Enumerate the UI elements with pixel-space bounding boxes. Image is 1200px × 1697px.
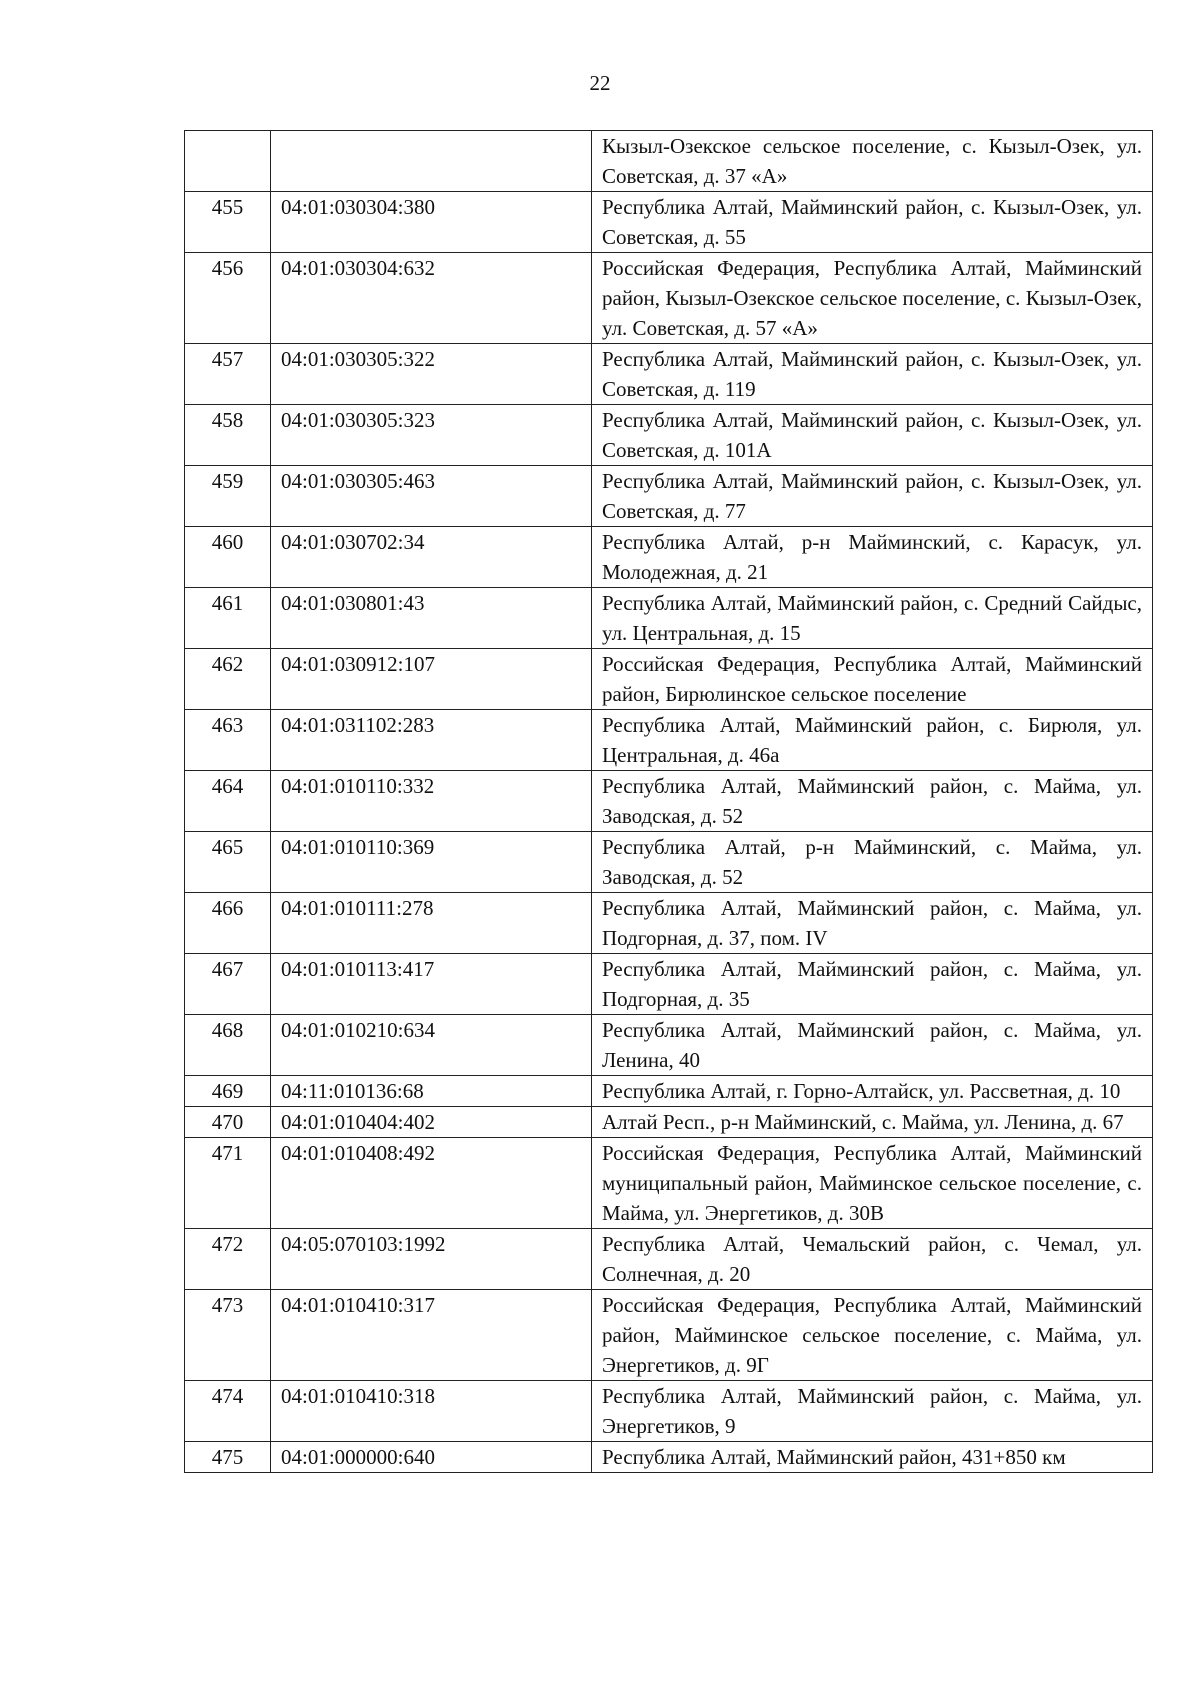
row-number-cell: 467 bbox=[185, 954, 271, 1015]
row-number-cell: 473 bbox=[185, 1290, 271, 1381]
cadastral-number-cell: 04:01:030304:632 bbox=[271, 253, 592, 344]
table-row bbox=[185, 344, 1153, 405]
address-cell: Кызыл-Озекское сельское поселение, с. Кызыл-Озек, ул. Советская, д. 37 «А» bbox=[592, 131, 1153, 192]
table-row bbox=[185, 405, 1153, 466]
property-table bbox=[184, 130, 1153, 1473]
row-number-cell: 456 bbox=[185, 253, 271, 344]
table-row bbox=[185, 771, 1153, 832]
cadastral-number-cell: 04:01:030702:34 bbox=[271, 527, 592, 588]
cadastral-number-cell: 04:01:031102:283 bbox=[271, 710, 592, 771]
address-cell: Республика Алтай, Майминский район, с. Майма, ул. Энергетиков, 9 bbox=[592, 1381, 1153, 1442]
cadastral-number-cell: 04:01:010111:278 bbox=[271, 893, 592, 954]
cadastral-number-cell: 04:01:010410:317 bbox=[271, 1290, 592, 1381]
page-number: 22 bbox=[589, 71, 611, 95]
row-number-cell: 463 bbox=[185, 710, 271, 771]
cadastral-number-cell: 04:01:010110:369 bbox=[271, 832, 592, 893]
address-cell: Российская Федерация, Республика Алтай, Майминский район, Бирюлинское сельское поселение bbox=[592, 649, 1153, 710]
row-number-cell: 465 bbox=[185, 832, 271, 893]
table-row bbox=[185, 1138, 1153, 1229]
row-number-cell: 471 bbox=[185, 1138, 271, 1229]
address-cell: Российская Федерация, Республика Алтай, Майминский район, Кызыл-Озекское сельское поселение, с. Кызыл-Озек, ул. Советская, д. 57 «А» bbox=[592, 253, 1153, 344]
table-row bbox=[185, 253, 1153, 344]
table-row bbox=[185, 466, 1153, 527]
cadastral-number-cell: 04:01:010210:634 bbox=[271, 1015, 592, 1076]
address-cell: Алтай Респ., р-н Майминский, с. Майма, ул. Ленина, д. 67 bbox=[592, 1107, 1153, 1138]
cadastral-number-cell: 04:01:000000:640 bbox=[271, 1442, 592, 1473]
address-cell: Республика Алтай, Чемальский район, с. Чемал, ул. Солнечная, д. 20 bbox=[592, 1229, 1153, 1290]
row-number-cell: 470 bbox=[185, 1107, 271, 1138]
address-cell: Республика Алтай, р-н Майминский, с. Карасук, ул. Молодежная, д. 21 bbox=[592, 527, 1153, 588]
cadastral-number-cell: 04:01:030801:43 bbox=[271, 588, 592, 649]
address-cell: Республика Алтай, Майминский район, с. Бирюля, ул. Центральная, д. 46а bbox=[592, 710, 1153, 771]
address-cell: Республика Алтай, Майминский район, с. Кызыл-Озек, ул. Советская, д. 77 bbox=[592, 466, 1153, 527]
row-number-cell: 455 bbox=[185, 192, 271, 253]
row-number-cell: 458 bbox=[185, 405, 271, 466]
cadastral-number-cell: 04:01:010113:417 bbox=[271, 954, 592, 1015]
table-row bbox=[185, 588, 1153, 649]
address-cell: Республика Алтай, Майминский район, с. Майма, ул. Заводская, д. 52 bbox=[592, 771, 1153, 832]
address-cell: Республика Алтай, Майминский район, с. Кызыл-Озек, ул. Советская, д. 55 bbox=[592, 192, 1153, 253]
row-number-cell: 475 bbox=[185, 1442, 271, 1473]
table-row bbox=[185, 1076, 1153, 1107]
table-row bbox=[185, 954, 1153, 1015]
cadastral-number-cell bbox=[271, 131, 592, 192]
table-row bbox=[185, 1381, 1153, 1442]
table-row bbox=[185, 832, 1153, 893]
table-body bbox=[185, 131, 1153, 1473]
address-cell: Республика Алтай, г. Горно-Алтайск, ул. Рассветная, д. 10 bbox=[592, 1076, 1153, 1107]
cadastral-number-cell: 04:01:030912:107 bbox=[271, 649, 592, 710]
row-number-cell: 461 bbox=[185, 588, 271, 649]
address-cell: Республика Алтай, Майминский район, с. Кызыл-Озек, ул. Советская, д. 119 bbox=[592, 344, 1153, 405]
cadastral-number-cell: 04:01:030305:322 bbox=[271, 344, 592, 405]
row-number-cell: 472 bbox=[185, 1229, 271, 1290]
cadastral-number-cell: 04:05:070103:1992 bbox=[271, 1229, 592, 1290]
cadastral-number-cell: 04:01:030305:323 bbox=[271, 405, 592, 466]
cadastral-number-cell: 04:01:010410:318 bbox=[271, 1381, 592, 1442]
table-row bbox=[185, 1015, 1153, 1076]
address-cell: Республика Алтай, Майминский район, с. Майма, ул. Подгорная, д. 37, пом. IV bbox=[592, 893, 1153, 954]
table-row bbox=[185, 192, 1153, 253]
cadastral-number-cell: 04:11:010136:68 bbox=[271, 1076, 592, 1107]
address-cell: Российская Федерация, Республика Алтай, Майминский муниципальный район, Майминское сельское поселение, с. Майма, ул. Энергетиков, д. 30В bbox=[592, 1138, 1153, 1229]
row-number-cell: 457 bbox=[185, 344, 271, 405]
address-cell: Республика Алтай, Майминский район, с. Кызыл-Озек, ул. Советская, д. 101А bbox=[592, 405, 1153, 466]
address-cell: Республика Алтай, Майминский район, с. Майма, ул. Ленина, 40 bbox=[592, 1015, 1153, 1076]
table-row bbox=[185, 1107, 1153, 1138]
cadastral-number-cell: 04:01:010404:402 bbox=[271, 1107, 592, 1138]
address-cell: Республика Алтай, Майминский район, с. Майма, ул. Подгорная, д. 35 bbox=[592, 954, 1153, 1015]
table-row bbox=[185, 131, 1153, 192]
table-row bbox=[185, 527, 1153, 588]
table-row bbox=[185, 710, 1153, 771]
row-number-cell: 469 bbox=[185, 1076, 271, 1107]
table-row bbox=[185, 1290, 1153, 1381]
table-row bbox=[185, 893, 1153, 954]
cadastral-number-cell: 04:01:010110:332 bbox=[271, 771, 592, 832]
address-cell: Республика Алтай, р-н Майминский, с. Майма, ул. Заводская, д. 52 bbox=[592, 832, 1153, 893]
address-cell: Республика Алтай, Майминский район, 431+850 км bbox=[592, 1442, 1153, 1473]
row-number-cell: 460 bbox=[185, 527, 271, 588]
row-number-cell bbox=[185, 131, 271, 192]
row-number-cell: 468 bbox=[185, 1015, 271, 1076]
table-row bbox=[185, 1229, 1153, 1290]
row-number-cell: 459 bbox=[185, 466, 271, 527]
row-number-cell: 462 bbox=[185, 649, 271, 710]
cadastral-number-cell: 04:01:030304:380 bbox=[271, 192, 592, 253]
row-number-cell: 474 bbox=[185, 1381, 271, 1442]
table-row bbox=[185, 1442, 1153, 1473]
row-number-cell: 466 bbox=[185, 893, 271, 954]
row-number-cell: 464 bbox=[185, 771, 271, 832]
cadastral-number-cell: 04:01:010408:492 bbox=[271, 1138, 592, 1229]
address-cell: Республика Алтай, Майминский район, с. Средний Сайдыс, ул. Центральная, д. 15 bbox=[592, 588, 1153, 649]
address-cell: Российская Федерация, Республика Алтай, Майминский район, Майминское сельское поселение, с. Майма, ул. Энергетиков, д. 9Г bbox=[592, 1290, 1153, 1381]
cadastral-number-cell: 04:01:030305:463 bbox=[271, 466, 592, 527]
table-row bbox=[185, 649, 1153, 710]
